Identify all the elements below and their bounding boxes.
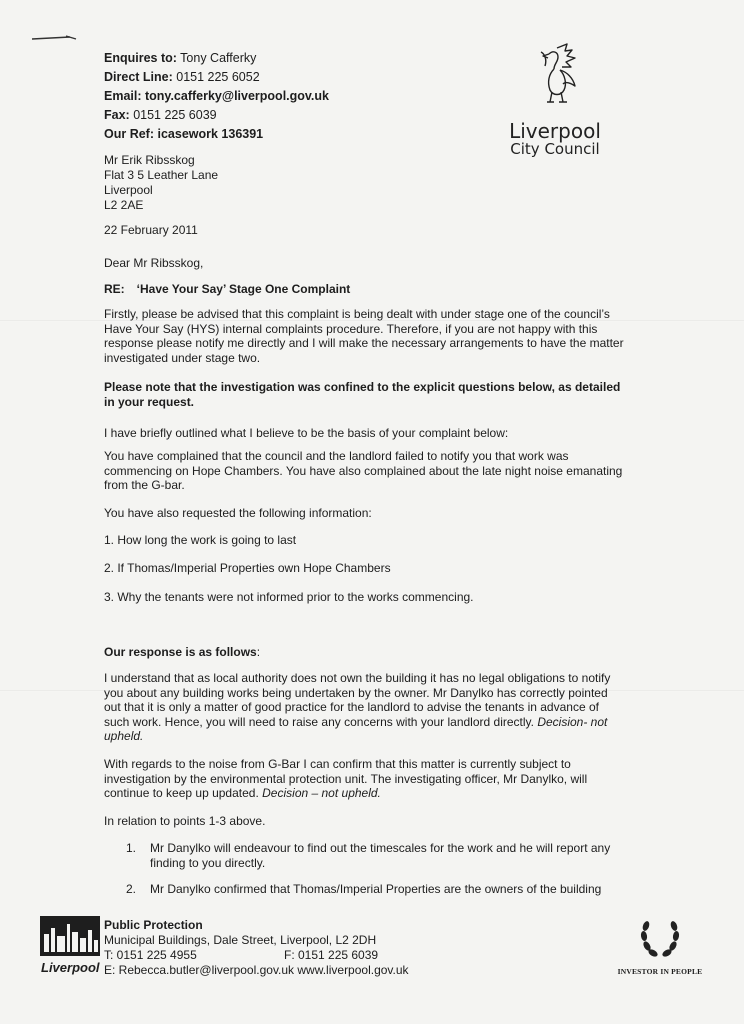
footer <box>40 916 703 986</box>
paragraph-investigation-note: Please note that the investigation was confined to the explicit questions below, as detailed in your request. <box>104 380 621 409</box>
response-paragraph-1 <box>104 671 624 744</box>
response-heading-colon: : <box>256 645 261 659</box>
decision-text: Decision – not upheld. <box>262 786 381 800</box>
paragraph-outline: I have briefly outlined what I believe to be the basis of your complaint below: <box>104 426 509 440</box>
email-label: Email: <box>104 89 142 103</box>
paragraph-complaint: You have complained that the council and the landlord failed to notify you that work was commencing on Hope Chambers. You have also complained about the late night noise emanating from the G-bar. <box>104 449 623 492</box>
fax-value: 0151 225 6039 <box>133 108 217 122</box>
fax-label: Fax: <box>104 108 130 122</box>
item-number: 2. <box>126 882 137 896</box>
recipient-line: Liverpool <box>104 183 153 197</box>
paragraph-requested: You have also requested the following information: <box>104 506 372 520</box>
re-label: RE: <box>104 282 125 296</box>
item-text: Mr Danylko will endeavour to find out the timescales for the work and he will report any finding to you directly. <box>150 841 611 870</box>
contact-header <box>104 49 329 144</box>
investor-in-people-text: INVESTOR IN PEOPLE <box>617 967 703 976</box>
liver-bird-icon <box>527 42 583 114</box>
item-text: Mr Danylko confirmed that Thomas/Imperial Properties are the owners of the building <box>150 882 602 896</box>
logo-liverpool-text: Liverpool <box>509 119 601 143</box>
letter-date: 22 February 2011 <box>104 223 198 237</box>
enquiries-value: Tony Cafferky <box>180 51 257 65</box>
footer-contact <box>104 918 409 978</box>
response-paragraph-2 <box>104 757 624 801</box>
subject-line <box>104 282 350 296</box>
recipient-line: Flat 3 5 Leather Lane <box>104 168 219 182</box>
enquiries-label: Enquires to: <box>104 51 177 65</box>
footer-address: Municipal Buildings, Dale Street, Liverpool, L2 2DH <box>104 933 377 947</box>
recipient-name: Mr Erik Ribsskog <box>104 153 195 167</box>
paragraph-hys-stage: Firstly, please be advised that this complaint is being dealt with under stage one of the council’s Have Your Say (HYS) internal complaints procedure. Therefore, if you are not happy with this response please notify me directly and I will make the necessary arrangements to have the matter investigated under stage two. <box>104 307 624 365</box>
response-text: With regards to the noise from G-Bar I can confirm that this matter is currently subject to investigation by the environmental protection unit. The investigating officer, Mr Danylko, will continue to keep up updated. <box>104 757 588 800</box>
footer-tel: T: 0151 225 4955 <box>104 948 197 962</box>
paragraph-points: In relation to points 1-3 above. <box>104 814 266 828</box>
response-heading-text: Our response is as follows <box>104 645 257 659</box>
question-item: 1. How long the work is going to last <box>104 533 297 547</box>
logo-city-council-text: City Council <box>510 140 600 158</box>
footer-department: Public Protection <box>104 918 203 932</box>
question-item: 3. Why the tenants were not informed prior to the works commencing. <box>104 590 474 604</box>
salutation: Dear Mr Ribsskog, <box>104 256 204 270</box>
recipient-address <box>104 153 218 213</box>
footer-email-web: E: Rebecca.butler@liverpool.gov.uk www.liverpool.gov.uk <box>104 963 409 977</box>
liverpool-skyline-logo <box>40 916 100 978</box>
item-number: 1. <box>126 841 137 855</box>
email-value: tony.cafferky@liverpool.gov.uk <box>145 89 329 103</box>
footer-brand: Liverpool <box>41 960 100 975</box>
re-subject: ‘Have Your Say’ Stage One Complaint <box>136 282 351 296</box>
response-heading <box>104 645 624 660</box>
ref-value: icasework 136391 <box>157 127 264 141</box>
direct-line-value: 0151 225 6052 <box>176 70 260 84</box>
council-logo <box>500 42 610 157</box>
laurel-wreath-icon <box>637 916 683 960</box>
ref-label: Our Ref: <box>104 127 154 141</box>
question-item: 2. If Thomas/Imperial Properties own Hope Chambers <box>104 561 391 575</box>
pen-mark <box>30 33 78 43</box>
footer-fax: F: 0151 225 6039 <box>284 948 379 962</box>
decision-text: Decision- not upheld. <box>104 714 608 743</box>
investor-in-people-badge <box>614 916 706 976</box>
recipient-postcode: L2 2AE <box>104 198 144 212</box>
response-text: I understand that as local authority does not own the building it has no legal obligations to notify you about any building works being undertaken by the owner. Mr Danylko has correctly pointed out that it is only a matter of good practice for the landlord to advise the tenants in advance of such work. Hence, you will need to raise any concerns with your landlord directly. <box>104 671 611 729</box>
direct-line-label: Direct Line: <box>104 70 173 84</box>
